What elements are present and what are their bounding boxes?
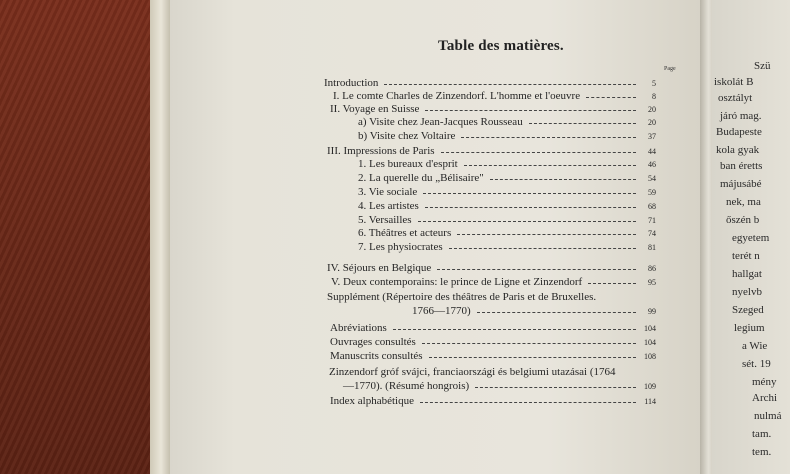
toc-entry-label: Supplément (Répertoire des théâtres de Paris et de Bruxelles.	[327, 291, 597, 303]
page-title: Table des matières.	[438, 38, 564, 54]
toc-entry-page: 109	[644, 382, 656, 391]
leader-dashes	[457, 234, 636, 235]
facing-page-line: nek, ma	[726, 196, 761, 208]
toc-entry	[358, 200, 656, 212]
leader-dashes	[490, 179, 636, 180]
leader-dashes	[425, 207, 636, 208]
toc-entry-label: 4. Les artistes	[358, 200, 419, 212]
toc-entry	[330, 395, 656, 407]
toc-entry-label: III. Impressions de Paris	[327, 145, 435, 157]
toc-entry-page: 54	[648, 174, 656, 183]
toc-entry-label: b) Visite chez Voltaire	[358, 130, 456, 142]
toc-entry-page: 74	[648, 229, 656, 238]
leader-dashes	[425, 110, 636, 111]
toc-entry	[412, 305, 656, 317]
toc-entry-label: Ouvrages consultés	[330, 336, 416, 348]
facing-page-line: tam.	[752, 428, 772, 440]
toc-entry-label: 1. Les bureaux d'esprit	[358, 158, 458, 170]
leader-dashes	[586, 97, 636, 98]
toc-entry-page: 20	[648, 118, 656, 127]
toc-entry	[324, 77, 656, 89]
toc-entry	[358, 130, 656, 142]
toc-entry-page: 5	[652, 79, 656, 88]
toc-entry-label: Introduction	[324, 77, 379, 89]
leader-dashes	[437, 269, 636, 270]
leader-dashes	[393, 329, 636, 330]
leader-dashes	[529, 123, 636, 124]
facing-page-line: osztályt	[718, 92, 753, 104]
leader-dashes	[441, 152, 636, 153]
toc-entry-page: 86	[648, 264, 656, 273]
toc-entry-page: 37	[648, 132, 656, 141]
toc-entry-label: V. Deux contemporains: le prince de Ligne et Zinzendorf	[331, 276, 583, 288]
toc-entry	[358, 172, 656, 184]
toc-entry-label: II. Voyage en Suisse	[330, 103, 420, 115]
facing-page-line: tem.	[752, 446, 772, 458]
toc-entry	[327, 291, 622, 303]
leader-dashes	[384, 84, 636, 85]
toc-entry-page: 114	[644, 397, 656, 406]
toc-entry-page: 59	[648, 188, 656, 197]
leader-dashes	[461, 137, 636, 138]
book-cover	[0, 0, 160, 474]
facing-page	[712, 0, 790, 474]
toc-entry-label: I. Le comte Charles de Zinzendorf. L'homme et l'oeuvre	[333, 90, 581, 102]
toc-entry-page: 99	[648, 307, 656, 316]
toc-entry	[331, 276, 656, 288]
facing-page-line: legium	[734, 322, 765, 334]
facing-page-line: hallgat	[732, 268, 762, 280]
facing-page-line: kola gyak	[716, 144, 760, 156]
toc-entry-label: Abréviations	[330, 322, 387, 334]
toc-entry-label: 5. Versailles	[358, 214, 412, 226]
leader-dashes	[449, 248, 636, 249]
toc-entry-label: a) Visite chez Jean-Jacques Rousseau	[358, 116, 523, 128]
toc-entry	[358, 214, 656, 226]
facing-page-line: sét. 19	[742, 358, 771, 370]
toc-entry	[330, 336, 656, 348]
toc-entry-page: 81	[648, 243, 656, 252]
leader-dashes	[588, 283, 636, 284]
page-column-header: Page	[664, 66, 676, 72]
toc-entry-label: 2. La querelle du „Bélisaire"	[358, 172, 484, 184]
leader-dashes	[418, 221, 636, 222]
leader-dashes	[429, 357, 636, 358]
facing-page-line: nyelvb	[732, 286, 762, 298]
toc-entry	[358, 227, 656, 239]
toc-entry-page: 46	[648, 160, 656, 169]
toc-entry	[327, 145, 656, 157]
toc-entry	[343, 380, 656, 392]
toc-entry	[330, 322, 656, 334]
leader-dashes	[475, 387, 636, 388]
facing-page-line: Szeged	[732, 304, 764, 316]
toc-entry-label: Index alphabétique	[330, 395, 414, 407]
toc-entry	[358, 186, 656, 198]
toc-entry-page: 71	[648, 216, 656, 225]
facing-page-line: Szü	[754, 60, 771, 72]
toc-entry-label: 1766—1770)	[412, 305, 471, 317]
facing-page-line: járó mag.	[720, 110, 762, 122]
toc-entry-label: IV. Séjours en Belgique	[327, 262, 432, 274]
facing-page-line: terét n	[732, 250, 760, 262]
facing-page-line: a Wie	[742, 340, 768, 352]
leader-dashes	[420, 402, 636, 403]
toc-entry	[333, 90, 656, 102]
facing-page-line: iskolát B	[714, 76, 754, 88]
toc-entry-page: 68	[648, 202, 656, 211]
facing-page-line: nulmá	[754, 410, 782, 422]
toc-entry-page: 44	[648, 147, 656, 156]
toc-entry-label: 3. Vie sociale	[358, 186, 418, 198]
facing-page-line: ban éretts	[720, 160, 763, 172]
toc-entry-page: 104	[644, 324, 656, 333]
toc-entry-label: Zinzendorf gróf svájci, franciaországi és belgiumi utazásai (1764	[329, 366, 616, 378]
facing-page-line: Budapeste	[716, 126, 762, 138]
toc-entry	[358, 116, 656, 128]
facing-page-line: egyetem	[732, 232, 770, 244]
toc-entry	[327, 262, 656, 274]
toc-entry-page: 20	[648, 105, 656, 114]
toc-entry-page: 108	[644, 352, 656, 361]
leader-dashes	[464, 165, 636, 166]
toc-entry	[330, 350, 656, 362]
facing-page-line: Archi	[752, 392, 778, 404]
facing-page-line: mény	[752, 376, 777, 388]
toc-entry-label: —1770). (Résumé hongrois)	[343, 380, 470, 392]
toc-entry-page: 8	[652, 92, 656, 101]
toc-entry-page: 95	[648, 278, 656, 287]
facing-page-line: őszén b	[726, 214, 760, 226]
toc-entry	[330, 103, 656, 115]
facing-page-line: májusábé	[720, 178, 762, 190]
toc-entry-label: Manuscrits consultés	[330, 350, 423, 362]
toc-entry-label: 7. Les physiocrates	[358, 241, 443, 253]
toc-entry-label: 6. Théâtres et acteurs	[358, 227, 452, 239]
leader-dashes	[423, 193, 636, 194]
toc-entry	[329, 366, 642, 378]
toc-entry	[358, 241, 656, 253]
leader-dashes	[477, 312, 636, 313]
toc-entry-page	[602, 291, 622, 303]
leader-dashes	[422, 343, 636, 344]
toc-entry-page	[622, 366, 642, 378]
page-edges	[150, 0, 172, 474]
toc-entry-page: 104	[644, 338, 656, 347]
toc-entry	[358, 158, 656, 170]
